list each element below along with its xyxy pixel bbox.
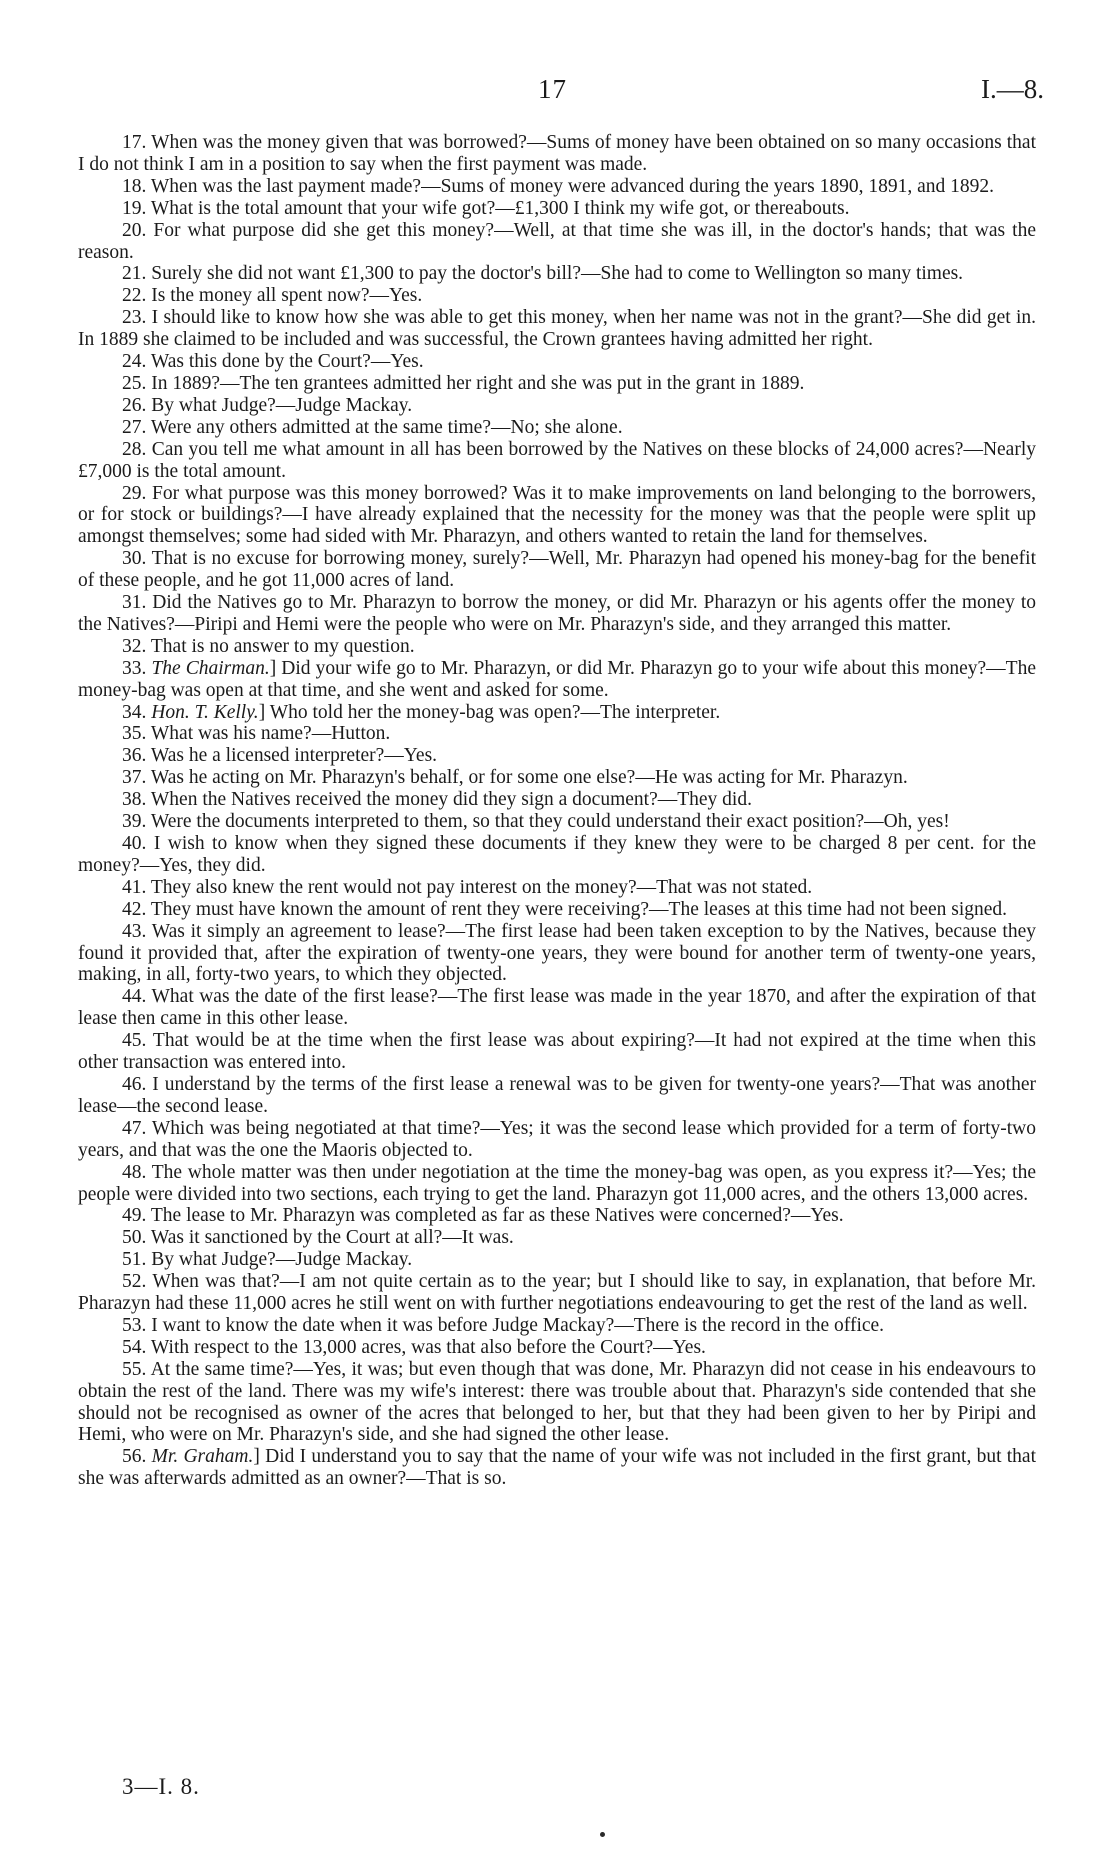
question-answer-paragraph xyxy=(78,176,1036,198)
paragraph-text: 50. Was it sanctioned by the Court at all?—It was. xyxy=(122,1227,514,1249)
question-answer-paragraph xyxy=(78,921,1036,987)
question-answer-paragraph xyxy=(78,483,1036,549)
paragraph-text: 26. By what Judge?—Judge Mackay. xyxy=(122,394,413,416)
question-answer-paragraph xyxy=(78,1359,1036,1447)
paragraph-text: 25. In 1889?—The ten grantees admitted her right and she was put in the grant in 1889. xyxy=(122,372,805,394)
question-answer-paragraph xyxy=(78,263,1036,285)
question-answer-paragraph xyxy=(78,132,1036,176)
speaker-name: Hon. T. Kelly. xyxy=(151,701,259,723)
question-answer-paragraph xyxy=(78,285,1036,307)
question-answer-paragraph xyxy=(78,220,1036,264)
question-answer-paragraph xyxy=(78,723,1036,745)
question-answer-paragraph xyxy=(78,1446,1036,1490)
question-number: 34. xyxy=(122,701,147,723)
paragraph-text: 19. What is the total amount that your wife got?—£1,300 I think my wife got, or thereabouts. xyxy=(122,197,850,219)
paragraph-text: 54. With respect to the 13,000 acres, was that also before the Court?—Yes. xyxy=(122,1336,706,1358)
question-answer-paragraph xyxy=(78,899,1036,921)
question-answer-paragraph xyxy=(78,767,1036,789)
question-answer-paragraph xyxy=(78,198,1036,220)
paragraph-text: 21. Surely she did not want £1,300 to pay the doctor's bill?—She had to come to Wellington so many times. xyxy=(122,263,964,285)
paragraph-text: 44. What was the date of the first lease?—The first lease was made in the year 1870, and after the expiration of that lease then came in this other lease. xyxy=(78,986,1036,1030)
paragraph-text: 39. Were the documents interpreted to them, so that they could understand their exact position?—Oh, yes! xyxy=(122,811,950,833)
paragraph-text: 22. Is the money all spent now?—Yes. xyxy=(122,285,423,307)
paragraph-text: ] Who told her the money-bag was open?—The interpreter. xyxy=(258,701,721,723)
paragraph-text: ] Did your wife go to Mr. Pharazyn, or did Mr. Pharazyn go to your wife about this money?—The money-bag was open at that time, and she went and asked for some. xyxy=(78,657,1037,701)
print-dot xyxy=(600,1832,605,1837)
paragraph-text: 49. The lease to Mr. Pharazyn was completed as far as these Natives were concerned?—Yes. xyxy=(122,1205,844,1227)
question-answer-paragraph xyxy=(78,1271,1036,1315)
question-answer-paragraph xyxy=(78,833,1036,877)
question-answer-paragraph xyxy=(78,877,1036,899)
sheet-signature: 3—I. 8. xyxy=(122,1774,200,1799)
question-answer-paragraph xyxy=(78,1315,1036,1337)
paragraph-text: 27. Were any others admitted at the same time?—No; she alone. xyxy=(122,416,623,438)
paragraph-text: 55. At the same time?—Yes, it was; but even though that was done, Mr. Pharazyn did not cease in his endeavours to obtain the rest of the land. There was my wife's interest: there was trouble about that. Pharazyn's side contended that she should not be recognised as owner of the acres that belonged to her, but that they had been given to her by Piripi and Hemi, who were on Mr. Pharazyn's side, and she had signed the other lease. xyxy=(78,1358,1036,1446)
question-answer-paragraph xyxy=(78,1030,1036,1074)
question-answer-paragraph xyxy=(78,702,1036,724)
question-answer-paragraph xyxy=(78,1162,1036,1206)
question-number: 56. xyxy=(122,1446,147,1468)
question-answer-paragraph xyxy=(78,745,1036,767)
question-answer-paragraph xyxy=(78,373,1036,395)
question-answer-paragraph xyxy=(78,658,1036,702)
paragraph-text: 17. When was the money given that was borrowed?—Sums of money have been obtained on so many occasions that I do not think I am in a position to say when the first payment was made. xyxy=(78,132,1036,175)
paragraph-text: 53. I want to know the date when it was before Judge Mackay?—There is the record in the office. xyxy=(122,1314,885,1336)
paragraph-text: 37. Was he acting on Mr. Pharazyn's behalf, or for some one else?—He was acting for Mr. Pharazyn. xyxy=(122,767,908,789)
question-answer-paragraph xyxy=(78,789,1036,811)
question-answer-paragraph xyxy=(78,592,1036,636)
question-answer-paragraph xyxy=(78,417,1036,439)
question-answer-paragraph xyxy=(78,811,1036,833)
document-body xyxy=(78,132,1036,1490)
paragraph-text: 51. By what Judge?—Judge Mackay. xyxy=(122,1249,413,1271)
question-answer-paragraph xyxy=(78,1249,1036,1271)
paragraph-text: 36. Was he a licensed interpreter?—Yes. xyxy=(122,745,438,767)
speaker-name: The Chairman. xyxy=(151,657,270,679)
paragraph-text: 23. I should like to know how she was able to get this money, when her name was not in the grant?—She did get in. In 1889 she claimed to be included and was successful, the Crown grantees having admitted her right. xyxy=(78,307,1036,351)
paragraph-text: 40. I wish to know when they signed these documents if they knew they were to be charged 8 per cent. for the money?—Yes, they did. xyxy=(78,833,1036,876)
paragraph-text: 47. Which was being negotiated at that time?—Yes; it was the second lease which provided for a term of forty-two years, and that was the one the Maoris objected to. xyxy=(78,1117,1036,1161)
paragraph-text: 18. When was the last payment made?—Sums of money were advanced during the years 1890, 1891, and 1892. xyxy=(122,175,995,197)
question-answer-paragraph xyxy=(78,1337,1036,1359)
paragraph-text: 41. They also knew the rent would not pay interest on the money?—That was not stated. xyxy=(122,876,813,898)
question-answer-paragraph xyxy=(78,1118,1036,1162)
paragraph-text: ] Did I understand you to say that the name of your wife was not included in the first grant, but that she was afterwards admitted as an owner?—That is so. xyxy=(78,1446,1037,1490)
paragraph-text: 24. Was this done by the Court?—Yes. xyxy=(122,351,424,373)
question-answer-paragraph xyxy=(78,986,1036,1030)
speaker-name: Mr. Graham. xyxy=(151,1446,254,1468)
question-number: 33. xyxy=(122,657,147,679)
question-answer-paragraph xyxy=(78,307,1036,351)
paragraph-text: 29. For what purpose was this money borrowed? Was it to make improvements on land belonging to the borrowers, or for stock or buildings?—I have already explained that the necessity for the money was that the people were split up amongst themselves; some had sided with Mr. Pharazyn, and others wanted to retain the land for themselves. xyxy=(78,482,1036,548)
paragraph-text: 45. That would be at the time when the first lease was about expiring?—It had not expired at the time when this other transaction was entered into. xyxy=(78,1030,1036,1074)
paragraph-text: 42. They must have known the amount of rent they were receiving?—The leases at this time had not been signed. xyxy=(122,898,1008,920)
paragraph-text: 30. That is no excuse for borrowing money, surely?—Well, Mr. Pharazyn had opened his money-bag for the benefit of these people, and he got 11,000 acres of land. xyxy=(78,548,1036,592)
paragraph-text: 52. When was that?—I am not quite certain as to the year; but I should like to say, in explanation, that before Mr. Pharazyn had these 11,000 acres he still went on with further negotiations endeavouring to get the rest of the land as well. xyxy=(78,1271,1036,1315)
question-answer-paragraph xyxy=(78,1074,1036,1118)
paragraph-text: 38. When the Natives received the money did they sign a document?—They did. xyxy=(122,789,752,811)
document-code: I.—8. xyxy=(981,74,1044,104)
paragraph-text: 35. What was his name?—Hutton. xyxy=(122,723,391,745)
paragraph-text: 28. Can you tell me what amount in all has been borrowed by the Natives on these blocks of 24,000 acres?—Nearly £7,000 is the total amount. xyxy=(78,438,1036,482)
paragraph-text: 32. That is no answer to my question. xyxy=(122,635,415,657)
question-answer-paragraph xyxy=(78,395,1036,417)
page-number: 17 xyxy=(538,74,567,104)
paragraph-text: 46. I understand by the terms of the first lease a renewal was to be given for twenty-one years?—That was another lease—the second lease. xyxy=(78,1073,1036,1117)
question-answer-paragraph xyxy=(78,439,1036,483)
question-answer-paragraph xyxy=(78,351,1036,373)
question-answer-paragraph xyxy=(78,636,1036,658)
paragraph-text: 43. Was it simply an agreement to lease?—The first lease had been taken exception to by the Natives, because they found it provided that, after the expiration of twenty-one years, they were bound for another term of twenty-one years, making, in all, forty-two years, to which they objected. xyxy=(78,920,1036,986)
question-answer-paragraph xyxy=(78,1205,1036,1227)
paragraph-text: 31. Did the Natives go to Mr. Pharazyn to borrow the money, or did Mr. Pharazyn or his agents offer the money to the Natives?—Piripi and Hemi were the people who were on Mr. Pharazyn's side, and they arranged this matter. xyxy=(78,592,1036,635)
paragraph-text: 20. For what purpose did she get this money?—Well, at that time she was ill, in the doctor's hands; that was the reason. xyxy=(78,219,1036,263)
question-answer-paragraph xyxy=(78,548,1036,592)
paragraph-text: 48. The whole matter was then under negotiation at the time the money-bag was open, as you express it?—Yes; the people were divided into two sections, each trying to get the land. Pharazyn got 11,000 acres, and the others 13,000 acres. xyxy=(78,1161,1036,1205)
question-answer-paragraph xyxy=(78,1227,1036,1249)
